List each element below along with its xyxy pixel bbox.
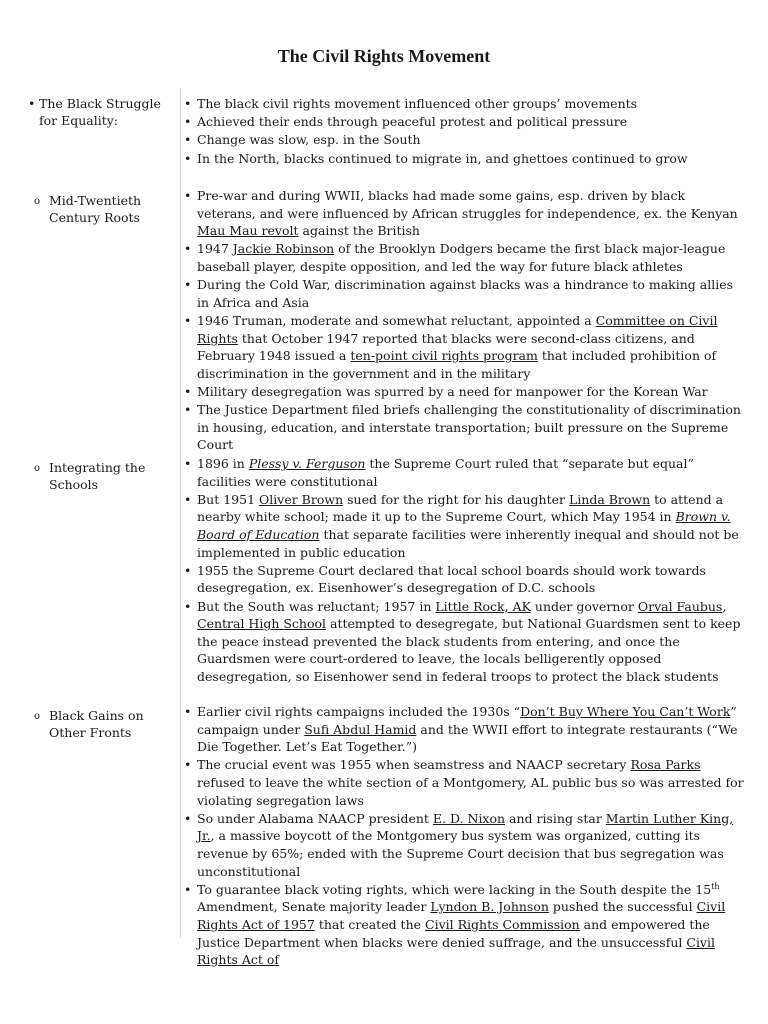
superscript: th	[711, 881, 720, 891]
bullet-point	[184, 240, 744, 275]
text-run: But the South was reluctant; 1957 in	[197, 598, 436, 614]
text-run: that included prohibition of discrimination in the government and in the military	[197, 348, 717, 381]
text-run: Change was slow, esp. in the South	[197, 132, 421, 148]
section-label-text: The Black Struggle for Equality:	[39, 96, 161, 128]
underlined-term: Plessy v. Ferguson	[248, 456, 366, 471]
text-run: attempted to desegregate, but National Guardsmen sent to keep the peace instead prevented the black students from entering, and once the Guardsmen were court-ordered to leave, the locals belligerently opposed desegregation, so Eisenhower send in federal troops to protect the black students	[197, 616, 741, 684]
section-label	[34, 192, 174, 226]
text-run: under governor	[530, 598, 638, 614]
text-run: During the Cold War, discrimination against blacks was a hindrance to making allies in Africa and Asia	[197, 277, 734, 310]
bullet-point	[184, 598, 744, 686]
underlined-term: Linda Brown	[568, 491, 651, 507]
text-run: ” campaign under	[197, 704, 737, 737]
underlined-term: Central High School	[197, 616, 327, 632]
underlined-term: Martin Luther King, Jr.	[197, 810, 734, 844]
text-run: that October 1947 reported that blacks were second-class citizens, and February 1948 issued a	[197, 330, 695, 364]
circle-bullet-icon: o	[34, 711, 41, 722]
bullet-point	[184, 276, 744, 311]
text-run: that separate facilities were inherently inequal and should not be implemented in public education	[197, 526, 739, 560]
text-run: Earlier civil rights campaigns included the 1930s “	[197, 704, 521, 719]
text-run: and the WWII effort to integrate restaurants (“We Die Together. Let’s Eat Together.”)	[197, 721, 738, 755]
underlined-term: Civil Rights Act of 1957	[197, 899, 726, 932]
bullet-point	[184, 383, 744, 401]
circle-bullet-icon: o	[34, 196, 41, 207]
bullet-point	[184, 881, 744, 969]
text-run: that created the	[314, 916, 426, 932]
text-run: Achieved their ends through peaceful protest and political pressure	[197, 114, 628, 130]
bullet-list	[184, 95, 744, 168]
text-run: refused to leave the white section of a Montgomery, AL public bus so was arrested for violating segregation laws	[197, 774, 744, 808]
text-run: pushed the successful	[548, 899, 697, 915]
bullet-point	[184, 187, 744, 240]
text-run: , a massive boycott of the Montgomery bus system was organized, cutting its revenue by 65%; ended with the Supreme Court decision that bus segregation was unconstitutional	[197, 828, 724, 879]
underlined-term: Civil Rights Commission	[425, 916, 580, 932]
underlined-term: Committee on Civil Rights	[197, 312, 718, 346]
text-run: So under Alabama NAACP president	[197, 810, 433, 826]
text-run: 1955 the Supreme Court declared that local school boards should work towards desegregation, ex. Eisenhower’s desegregation of D.C. schools	[197, 562, 706, 596]
text-run: In the North, blacks continued to migrate in, and ghettoes continued to grow	[197, 150, 688, 166]
underlined-term: Oliver Brown	[259, 491, 344, 507]
bullet-point	[184, 562, 744, 597]
bullet-point	[184, 95, 744, 113]
underlined-term: Rosa Parks	[630, 757, 701, 773]
underlined-term: Don’t Buy Where You Can’t Work	[520, 704, 731, 719]
text-run: 1946 Truman, moderate and somewhat reluctant, appointed a	[197, 312, 596, 328]
bullet-point	[184, 455, 744, 490]
bullet-point	[184, 113, 744, 131]
text-run: sued for the right for his daughter	[343, 491, 569, 507]
column-divider	[180, 88, 181, 938]
text-run: 1896 in	[197, 456, 249, 471]
underlined-term: Lyndon B. Johnson	[430, 899, 549, 915]
underlined-term: Little Rock, AK	[435, 598, 531, 614]
text-run: The crucial event was 1955 when seamstress and NAACP secretary	[197, 757, 631, 773]
bullet-point	[184, 756, 744, 809]
text-run: Military desegregation was spurred by a need for manpower for the Korean War	[197, 383, 708, 399]
section-label-text: Black Gains on Other Fronts	[49, 708, 144, 740]
bullet-point	[184, 150, 744, 168]
text-run: the Supreme Court ruled that “separate but equal” facilities were constitutional	[197, 456, 694, 489]
section-label-text: Mid-Twentieth Century Roots	[49, 193, 142, 225]
underlined-term: ten-point civil rights program	[350, 348, 538, 364]
underlined-term: Sufi Abdul Hamid	[304, 721, 417, 737]
section-label	[34, 459, 174, 493]
text-run: Amendment, Senate majority leader	[197, 899, 431, 915]
bullet-list	[184, 703, 744, 969]
bullet-point	[184, 810, 744, 880]
bullet-list	[184, 187, 744, 454]
bullet-point	[184, 401, 744, 454]
bullet-list	[184, 455, 744, 686]
text-run: To guarantee black voting rights, which were lacking in the South despite the 15	[197, 881, 712, 897]
underlined-term: Brown v. Board of Education	[197, 509, 731, 542]
bullet-icon: •	[28, 96, 36, 111]
section-label-text: Integrating the Schools	[49, 460, 146, 492]
text-run: and rising star	[505, 810, 606, 826]
text-run: The Justice Department filed briefs challenging the constitutionality of discrimination in housing, education, and interstate transportation; built pressure on the Supreme Court	[197, 402, 741, 453]
text-run: to attend a nearby white school; made it up to the Supreme Court, which May 1954 in	[197, 491, 724, 525]
text-run: But 1951	[197, 491, 260, 507]
page-title: The Civil Rights Movement	[277, 46, 491, 66]
underlined-term: E. D. Nixon	[432, 810, 506, 826]
bullet-point	[184, 131, 744, 149]
text-run: ,	[722, 598, 727, 614]
text-run: against the British	[298, 223, 420, 239]
section-label	[34, 707, 174, 741]
text-run: of the Brooklyn Dodgers became the first black major-league baseball player, despite opposition, and led the way for future black athletes	[197, 241, 726, 274]
bullet-point	[184, 491, 744, 561]
text-run: and empowered the Justice Department when blacks were denied suffrage, and the unsuccessful	[197, 916, 710, 950]
circle-bullet-icon: o	[34, 463, 41, 474]
text-run: The black civil rights movement influenced other groups’ movements	[197, 96, 638, 111]
underlined-term: Orval Faubus	[637, 598, 723, 614]
underlined-term: Civil Rights Act of	[197, 934, 715, 968]
bullet-point	[184, 312, 744, 382]
text-run: 1947	[197, 241, 233, 257]
underlined-term: Mau Mau revolt	[197, 223, 299, 239]
bullet-point	[184, 703, 744, 756]
section-label	[28, 95, 178, 129]
underlined-term: Jackie Robinson	[232, 241, 335, 257]
text-run: Pre-war and during WWII, blacks had made some gains, esp. driven by black veterans, and were influenced by African struggles for independence, ex. the Kenyan	[197, 188, 738, 221]
